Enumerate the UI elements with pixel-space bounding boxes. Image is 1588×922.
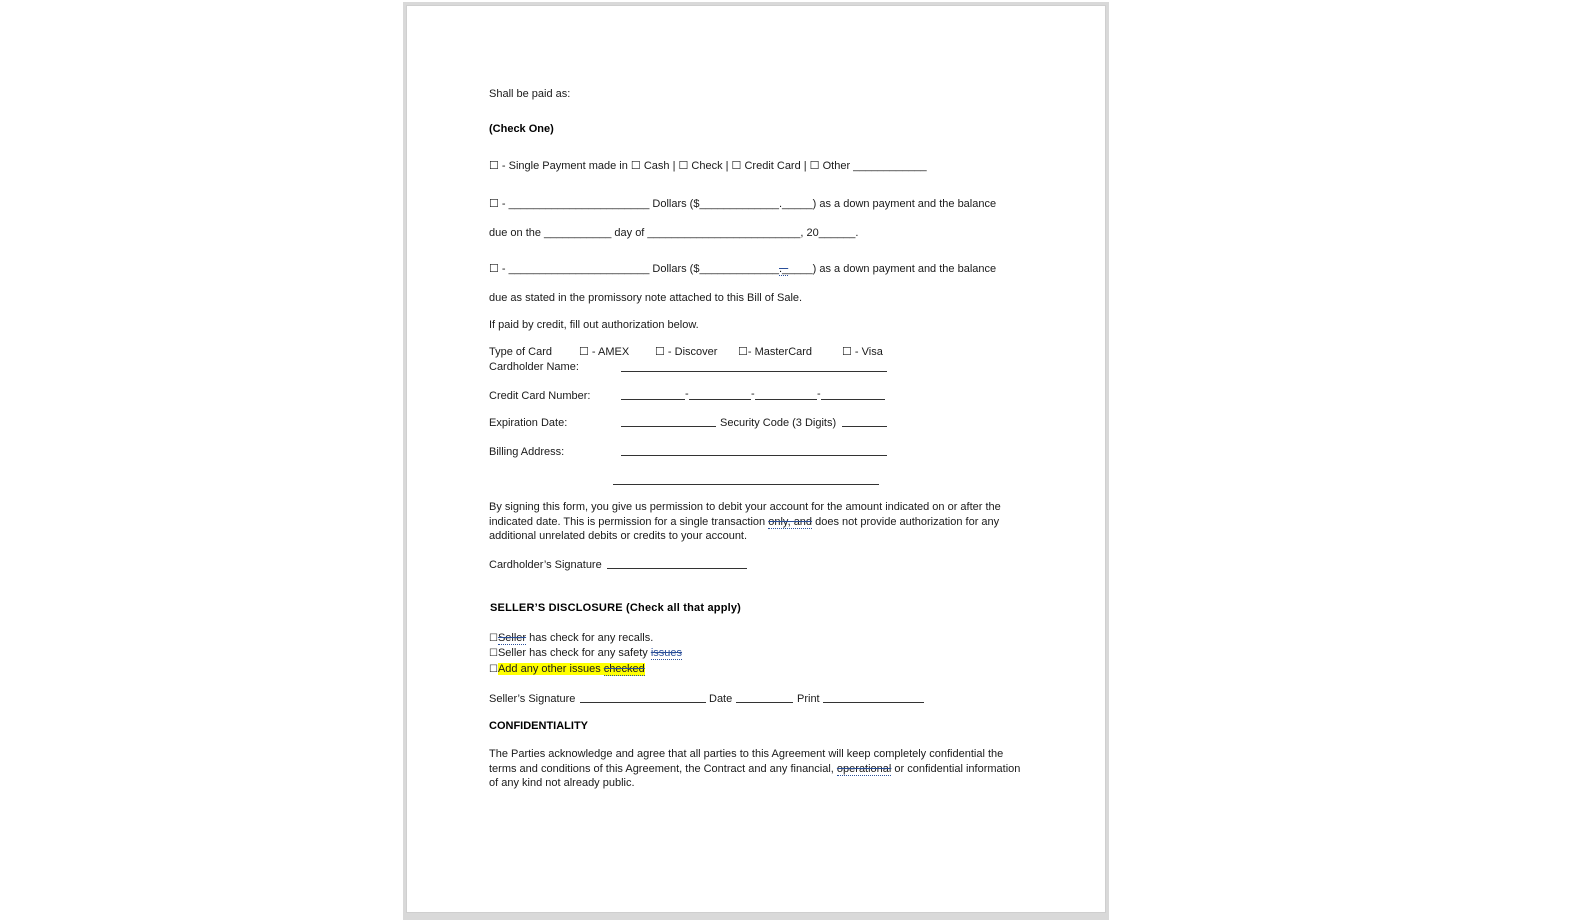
confidentiality-heading: CONFIDENTIALITY [489,720,588,732]
seller-date-label: Date [709,693,733,705]
security-code-line [842,426,887,427]
cardholder-signature-line [607,568,747,569]
check-one-heading: (Check One) [489,123,554,135]
cardholder-name-line [621,371,887,372]
disclosure-item-other-text: Add any other issues [497,663,604,675]
cardholder-signature-label: Cardholder’s Signature [489,559,602,571]
checkbox-icon[interactable]: ☐ [489,633,498,644]
authorization-text-end: does not provide authorization for any additional unrelated debits or credits to your account. [489,515,1000,543]
expiration-line [621,426,716,427]
disclosure-item-recalls-text: has check for any recalls. [526,632,654,644]
card-number-line-4 [821,399,885,400]
confidentiality-tracked: operational [836,762,892,775]
card-type-amex: ☐ - AMEX [579,346,630,358]
seller-date-line [736,702,793,703]
expiration-label: Expiration Date: [489,417,568,429]
seller-signature-label: Seller’s Signature [489,693,576,705]
confidentiality-paragraph [489,747,1029,791]
billing-address-line-1 [621,455,887,456]
confidentiality-text-end: or confidential information of any kind not already public. [489,762,1021,790]
billing-address-label: Billing Address: [489,446,565,458]
disclosure-heading: SELLER’S DISCLOSURE (Check all that apply) [490,602,742,614]
card-number-label: Credit Card Number: [489,390,591,402]
option-down-payment-1-due: due on the ___________ day of _________________________, 20______. [489,227,859,239]
disclosure-item-other-tracked: checked [603,663,645,675]
document-page [406,5,1106,913]
disclosure-item-other [489,662,645,677]
seller-print-line [823,702,924,703]
checkbox-icon[interactable]: ☐ [489,664,498,675]
authorization-tracked-deletion: only, and [768,515,813,528]
card-number-sep-2: - [751,388,755,400]
seller-signature-line [580,702,706,703]
seller-print-label: Print [797,693,820,705]
disclosure-item-safety-tracked: issues [650,647,683,659]
billing-address-line-2 [613,484,879,485]
option-down-payment-2-tracked: ._ [779,263,789,275]
option-down-payment-2 [489,262,996,276]
payment-intro: Shall be paid as: [489,88,571,100]
confidentiality-text-start: The Parties acknowledge and agree that all parties to this Agreement will keep completely confidential the terms and conditions of this Agreement, the Contract and any financial, [489,748,1004,775]
option-down-payment-2-end: ____) as a down payment and the balance [788,263,997,275]
credit-intro: If paid by credit, fill out authorization below. [489,319,699,331]
card-number-line-2 [689,399,751,400]
disclosure-item-safety [489,646,682,661]
security-code-label: Security Code (3 Digits) [720,417,837,429]
card-type-label: Type of Card [489,346,552,358]
card-number-sep-1: - [685,388,689,400]
card-number-sep-3: - [817,388,821,400]
option-down-payment-2-start: ☐ - _______________________ Dollars ($_____________ [489,263,779,275]
option-down-payment-1: ☐ - _______________________ Dollars ($_____________._____) as a down payment and the balance [489,198,997,210]
card-number-line-3 [755,399,817,400]
card-type-mastercard: ☐- MasterCard [738,346,813,358]
authorization-paragraph [489,500,1041,544]
disclosure-item-safety-text: Seller has check for any safety [497,647,651,659]
authorization-text-start: By signing this form, you give us permission to debit your account for the amount indicated on or after the indicated date. This is permission for a single transaction [489,501,1001,528]
option-single-payment: ☐ - Single Payment made in ☐ Cash | ☐ Check | ☐ Credit Card | ☐ Other ____________ [489,160,927,172]
checkbox-icon[interactable]: ☐ [489,648,498,659]
card-number-line-1 [621,399,685,400]
disclosure-item-recalls [489,631,653,646]
card-type-visa: ☐ - Visa [842,346,883,358]
cardholder-name-label: Cardholder Name: [489,361,579,373]
option-down-payment-2-due: due as stated in the promissory note attached to this Bill of Sale. [489,292,803,304]
card-type-discover: ☐ - Discover [655,346,718,358]
disclosure-item-recalls-tracked: Seller [497,632,527,644]
